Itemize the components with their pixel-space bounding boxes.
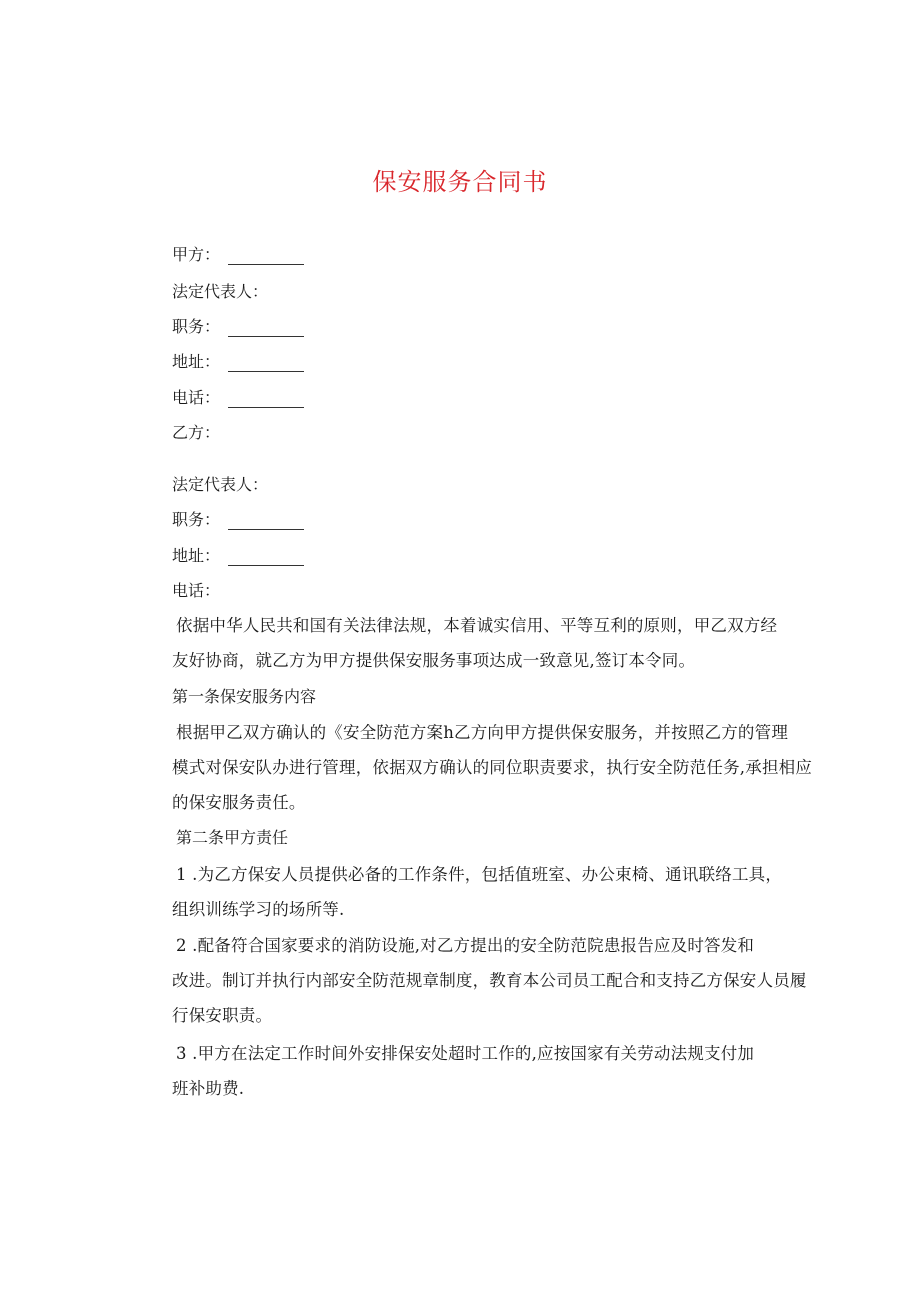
party-a-phone-label: 电话： [172,388,221,407]
item-2-line-1: 2 .配备符合国家要求的消防设施,对乙方提出的安全防范院患报告应及时答发和 [176,936,755,955]
party-a-position-label: 职务： [172,317,221,336]
article-1-line-1: 根据甲乙双方确认的《安全防范方案h乙方向甲方提供保安服务，并按照乙方的管理 [176,723,789,742]
party-a-address-blank [228,352,304,372]
party-a-rep-field [172,282,268,302]
party-b-phone-label: 电话： [172,581,221,600]
item-3-line-2: 班补助费. [172,1079,245,1098]
party-b-address-label: 地址： [172,546,221,565]
party-a-phone-blank [228,388,304,408]
party-b-field [172,423,220,443]
item-1-line-2: 组织训练学习的场所等. [172,900,345,919]
party-a-rep-label: 法定代表人： [172,282,269,301]
article-2-item-1 [172,857,792,927]
party-b-position-field [172,510,220,530]
party-b-position-label: 职务： [172,510,221,529]
party-a-address-label: 地址： [172,352,221,371]
intro-line-2: 友好协商，就乙方为甲方提供保安服务事项达成一致意见,签订本令同。 [172,651,696,670]
party-b-rep-field [172,475,268,495]
article-1-line-2: 模式对保安队办进行管理，依据双方确认的同位职责要求，执行安全防范任务,承担相应 [172,758,813,777]
article-2-item-2 [172,928,807,1033]
article-1-heading: 第一条保安服务内容 [172,687,317,706]
item-3-line-1: 3 .甲方在法定工作时间外安排保安处超时工作的,应按国家有关劳动法规支付加 [176,1044,755,1063]
party-a-position-blank [228,317,304,337]
party-b-address-blank [228,546,304,566]
party-a-field [172,245,220,265]
intro-paragraph [172,608,792,678]
party-a-position-field [172,317,220,337]
party-a-blank [228,245,304,265]
item-2-line-2: 改进。制订并执行内部安全防范规章制度，教育本公司员工配合和支持乙方保安人员履 [172,971,807,990]
party-b-phone-field [172,581,220,601]
party-a-label: 甲方： [172,245,221,264]
party-b-address-field [172,546,220,566]
item-2-line-3: 行保安职责。 [172,1006,273,1025]
party-b-position-blank [228,510,304,530]
article-1-paragraph [172,715,813,820]
party-a-phone-field [172,388,220,408]
party-a-address-field [172,352,220,372]
intro-line-1: 依据中华人民共和国有关法律法规，本着诚实信用、平等互利的原则，甲乙双方经 [176,616,778,635]
item-1-line-1: 1 .为乙方保安人员提供必备的工作条件，包括值班室、办公束椅、通讯联络工具， [176,865,783,884]
party-b-label: 乙方： [172,423,221,442]
article-2-heading: 第二条甲方责任 [176,828,289,847]
article-2-item-3 [172,1036,792,1106]
party-b-rep-label: 法定代表人： [172,475,269,494]
document-title: 保安服务合同书 [372,168,548,196]
article-1-line-3: 的保安服务责任。 [172,793,306,812]
